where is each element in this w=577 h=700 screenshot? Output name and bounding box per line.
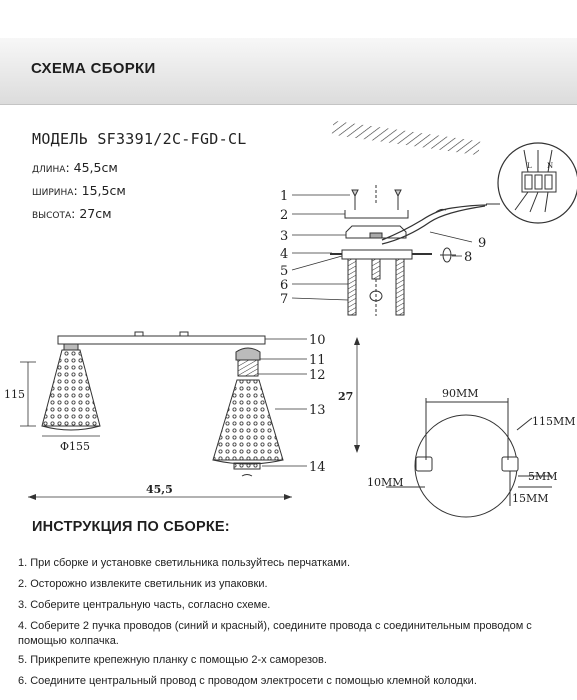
dim-lamp-height: 115: [4, 388, 25, 401]
part-labels-upper: [280, 189, 486, 307]
instructions-title: ИНСТРУКЦИЯ ПО СБОРКЕ:: [32, 519, 230, 535]
page-title: СХЕМА СБОРКИ: [31, 60, 156, 77]
part-number-11: 11: [309, 353, 326, 368]
instruction-step-4: 4. Соберите 2 пучка проводов (синий и красный), соедините провода с соединительным проводом с помощью колпачка.: [18, 620, 532, 647]
part-labels-lower: [309, 333, 326, 475]
part-number-9: 9: [478, 236, 487, 251]
spec-height-value: 27см: [79, 206, 112, 221]
part-number-12: 12: [309, 368, 326, 383]
leader-lines: [292, 195, 472, 300]
spec-height-label: высота:: [32, 206, 76, 221]
dim-total-length: 45,5: [146, 483, 173, 496]
instruction-step-6: 6. Соедините центральный провод с проводом электросети с помощью клемной колодки.: [18, 675, 477, 687]
dim-slot-width: 10ММ: [367, 476, 404, 489]
part-number-10: 10: [309, 333, 326, 348]
instruction-step-1: 1. При сборке и установке светильника пользуйтесь перчатками.: [18, 557, 351, 569]
dim-plate-spacing: 90ММ: [442, 387, 479, 400]
dim-slot-depth: 5ММ: [528, 470, 558, 483]
part-number-2: 2: [280, 208, 289, 223]
part-number-6: 6: [280, 278, 289, 293]
spec-width-label: ширина:: [32, 183, 78, 198]
part-number-13: 13: [309, 403, 326, 418]
instruction-step-5: 5. Прикрепите крепежную планку с помощью 2-х саморезов.: [18, 654, 327, 666]
dim-plate-diameter: 115ММ: [532, 415, 576, 428]
part-number-4: 4: [280, 247, 289, 262]
wire-label-n: N: [547, 162, 554, 170]
part-number-8: 8: [464, 250, 473, 265]
part-number-1: 1: [280, 189, 289, 204]
dim-shade-diameter: Φ155: [60, 440, 91, 453]
instructions-list: [18, 556, 573, 695]
part-number-3: 3: [280, 229, 289, 244]
instruction-step-2: 2. Осторожно извлеките светильник из упаковки.: [18, 578, 268, 590]
model-name: МОДЕЛЬ SF3391/2C-FGD-CL: [32, 130, 247, 148]
terminal-block-detail: [486, 143, 577, 223]
assembled-fixture: [42, 332, 283, 476]
spec-width-value: 15,5см: [81, 183, 126, 198]
part-number-5: 5: [280, 264, 289, 279]
dim-slot-length: 15ММ: [512, 492, 549, 505]
part-number-14: 14: [309, 460, 326, 475]
spec-length-value: 45,5см: [73, 160, 118, 175]
wire-label-l: L: [527, 162, 532, 170]
part-number-7: 7: [280, 292, 289, 307]
dim-total-height: 27: [338, 390, 354, 403]
spec-length-label: длина:: [32, 160, 70, 175]
instruction-step-3: 3. Соберите центральную часть, согласно схеме.: [18, 599, 271, 611]
ceiling-hatch: [332, 121, 481, 155]
